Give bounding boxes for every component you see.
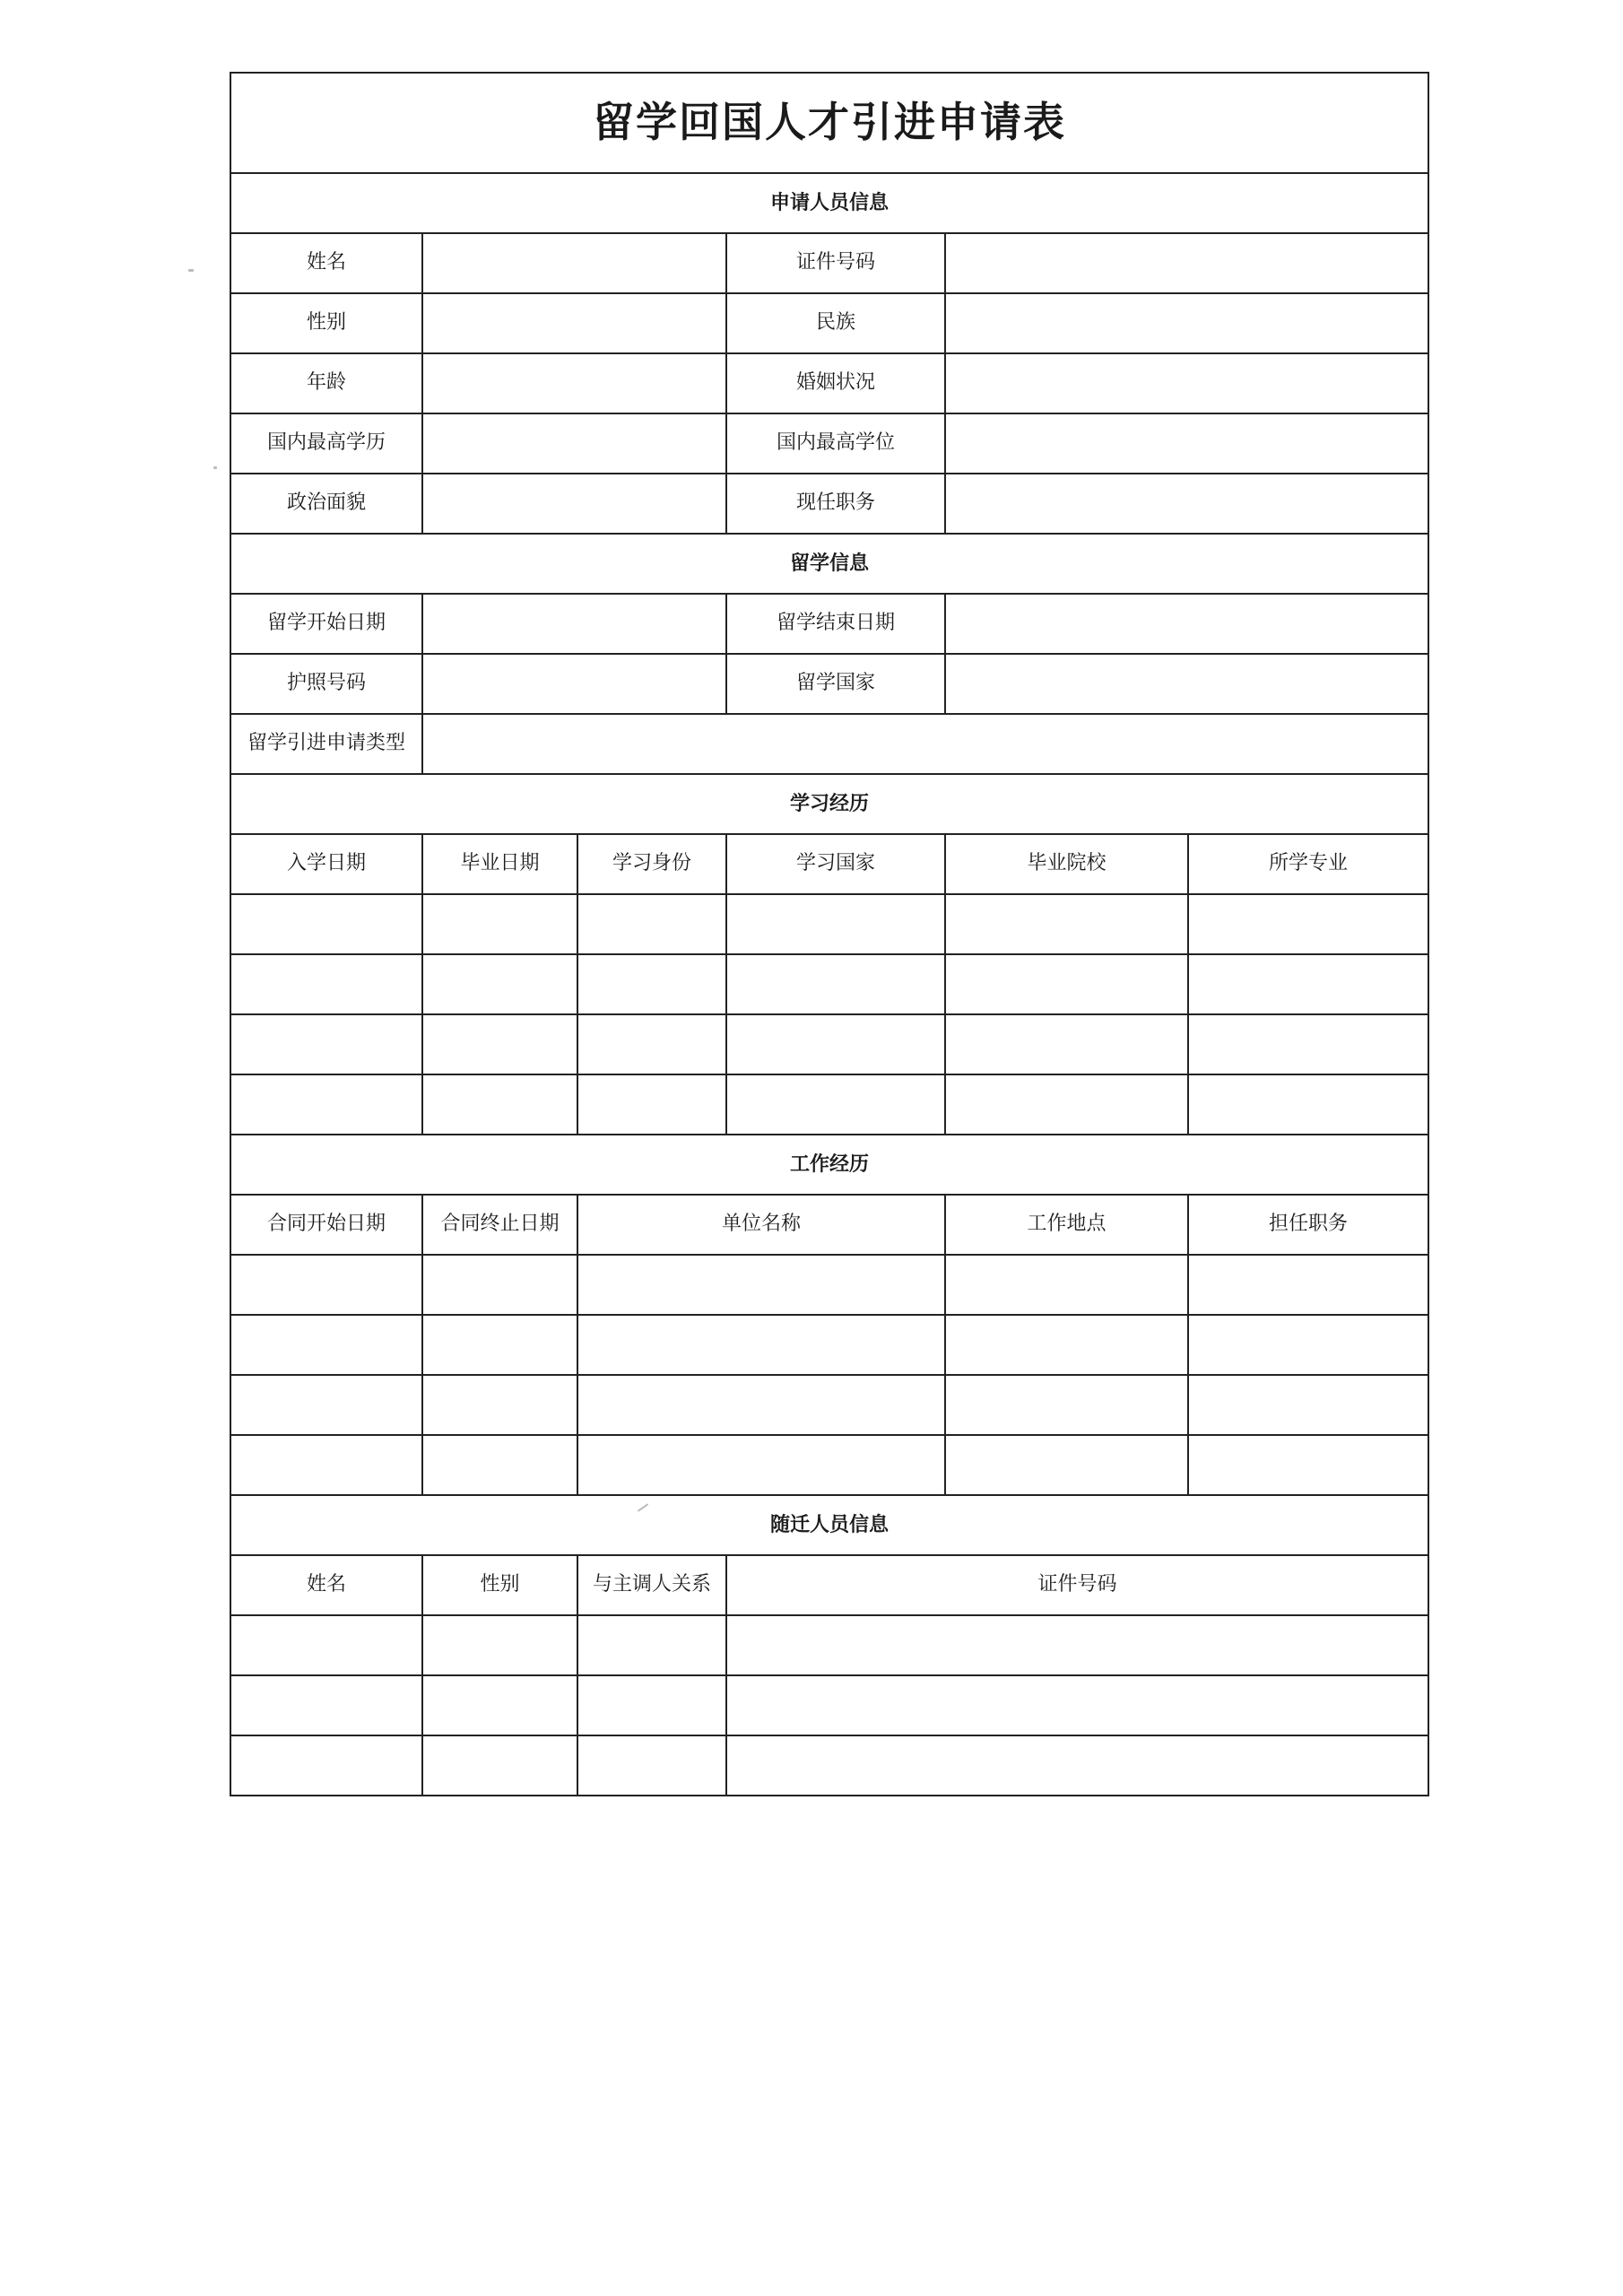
dependents-cell[interactable]: [422, 1675, 577, 1735]
dependents-col-gender: 性别: [422, 1555, 577, 1615]
dependents-cell[interactable]: [422, 1735, 577, 1796]
age-field[interactable]: [422, 353, 726, 413]
education-cell[interactable]: [1188, 1014, 1428, 1074]
domestic-degree-label: 国内最高学位: [726, 413, 945, 474]
work-col-location: 工作地点: [945, 1195, 1188, 1255]
education-row: [230, 1014, 1428, 1074]
study-end-date-field[interactable]: [945, 594, 1428, 654]
work-row: [230, 1255, 1428, 1315]
dependents-row: [230, 1675, 1428, 1735]
dependents-row: [230, 1615, 1428, 1675]
education-row: [230, 894, 1428, 954]
dependents-cell[interactable]: [577, 1675, 726, 1735]
education-cell[interactable]: [945, 954, 1188, 1014]
work-cell[interactable]: [577, 1435, 945, 1495]
id-number-label: 证件号码: [726, 233, 945, 293]
work-cell[interactable]: [230, 1315, 422, 1375]
study-start-date-field[interactable]: [422, 594, 726, 654]
dependents-cell[interactable]: [422, 1615, 577, 1675]
scan-speck: [188, 269, 194, 272]
work-header-row: [230, 1195, 1428, 1255]
study-country-field[interactable]: [945, 654, 1428, 714]
ethnicity-label: 民族: [726, 293, 945, 353]
work-cell[interactable]: [422, 1435, 577, 1495]
political-status-field[interactable]: [422, 474, 726, 534]
education-header-row: [230, 834, 1428, 894]
education-cell[interactable]: [422, 894, 577, 954]
section-study-abroad-header: 留学信息: [230, 534, 1428, 594]
work-cell[interactable]: [945, 1255, 1188, 1315]
form-title: 留学回国人才引进申请表: [230, 73, 1428, 173]
study-country-label: 留学国家: [726, 654, 945, 714]
dependents-cell[interactable]: [230, 1735, 422, 1796]
current-position-field[interactable]: [945, 474, 1428, 534]
scan-speck: [213, 466, 217, 469]
education-cell[interactable]: [726, 894, 945, 954]
work-col-contract-start: 合同开始日期: [230, 1195, 422, 1255]
dependents-cell[interactable]: [726, 1735, 1428, 1796]
education-cell[interactable]: [726, 1074, 945, 1135]
work-row: [230, 1435, 1428, 1495]
study-start-date-label: 留学开始日期: [230, 594, 422, 654]
age-label: 年龄: [230, 353, 422, 413]
work-cell[interactable]: [230, 1255, 422, 1315]
work-cell[interactable]: [945, 1375, 1188, 1435]
dependents-cell[interactable]: [230, 1675, 422, 1735]
education-cell[interactable]: [577, 954, 726, 1014]
work-col-position: 担任职务: [1188, 1195, 1428, 1255]
form-table: [230, 72, 1429, 1796]
education-cell[interactable]: [726, 1014, 945, 1074]
section-work-header: 工作经历: [230, 1135, 1428, 1195]
domestic-degree-field[interactable]: [945, 413, 1428, 474]
education-cell[interactable]: [577, 894, 726, 954]
education-col-major: 所学专业: [1188, 834, 1428, 894]
application-type-field[interactable]: [422, 714, 1428, 774]
education-cell[interactable]: [577, 1074, 726, 1135]
education-cell[interactable]: [422, 1014, 577, 1074]
education-cell[interactable]: [577, 1014, 726, 1074]
education-row: [230, 954, 1428, 1014]
work-col-contract-end: 合同终止日期: [422, 1195, 577, 1255]
work-col-employer: 单位名称: [577, 1195, 945, 1255]
section-education-header: 学习经历: [230, 774, 1428, 834]
work-row: [230, 1315, 1428, 1375]
work-cell[interactable]: [577, 1375, 945, 1435]
work-cell[interactable]: [577, 1255, 945, 1315]
application-form: [230, 72, 1428, 1796]
marital-status-label: 婚姻状况: [726, 353, 945, 413]
work-cell[interactable]: [422, 1315, 577, 1375]
dependents-col-relationship: 与主调人关系: [577, 1555, 726, 1615]
work-cell[interactable]: [577, 1315, 945, 1375]
dependents-col-name: 姓名: [230, 1555, 422, 1615]
work-cell[interactable]: [1188, 1375, 1428, 1435]
education-col-graduation-date: 毕业日期: [422, 834, 577, 894]
education-row: [230, 1074, 1428, 1135]
dependents-cell[interactable]: [577, 1615, 726, 1675]
dependents-col-id-number: 证件号码: [726, 1555, 1428, 1615]
work-cell[interactable]: [422, 1255, 577, 1315]
ethnicity-field[interactable]: [945, 293, 1428, 353]
current-position-label: 现任职务: [726, 474, 945, 534]
passport-number-label: 护照号码: [230, 654, 422, 714]
education-cell[interactable]: [422, 1074, 577, 1135]
education-cell[interactable]: [1188, 894, 1428, 954]
education-col-study-status: 学习身份: [577, 834, 726, 894]
dependents-cell[interactable]: [230, 1615, 422, 1675]
work-cell[interactable]: [1188, 1315, 1428, 1375]
work-cell[interactable]: [422, 1375, 577, 1435]
dependents-cell[interactable]: [577, 1735, 726, 1796]
education-col-study-country: 学习国家: [726, 834, 945, 894]
political-status-label: 政治面貌: [230, 474, 422, 534]
work-cell[interactable]: [945, 1435, 1188, 1495]
education-cell[interactable]: [1188, 1074, 1428, 1135]
education-cell[interactable]: [945, 894, 1188, 954]
education-cell[interactable]: [230, 954, 422, 1014]
education-col-school: 毕业院校: [945, 834, 1188, 894]
section-dependents-header: 随迁人员信息: [230, 1495, 1428, 1555]
id-number-field[interactable]: [945, 233, 1428, 293]
education-cell[interactable]: [230, 894, 422, 954]
education-col-enrollment-date: 入学日期: [230, 834, 422, 894]
education-cell[interactable]: [230, 1074, 422, 1135]
work-cell[interactable]: [945, 1315, 1188, 1375]
education-cell[interactable]: [726, 954, 945, 1014]
education-cell[interactable]: [945, 1074, 1188, 1135]
dependents-cell[interactable]: [726, 1675, 1428, 1735]
name-label: 姓名: [230, 233, 422, 293]
study-end-date-label: 留学结束日期: [726, 594, 945, 654]
education-cell[interactable]: [422, 954, 577, 1014]
marital-status-field[interactable]: [945, 353, 1428, 413]
dependents-cell[interactable]: [726, 1615, 1428, 1675]
gender-field[interactable]: [422, 293, 726, 353]
domestic-education-field[interactable]: [422, 413, 726, 474]
application-type-label: 留学引进申请类型: [230, 714, 422, 774]
name-field[interactable]: [422, 233, 726, 293]
section-applicant-header: 申请人员信息: [230, 173, 1428, 233]
passport-number-field[interactable]: [422, 654, 726, 714]
gender-label: 性别: [230, 293, 422, 353]
education-cell[interactable]: [230, 1014, 422, 1074]
work-cell[interactable]: [230, 1375, 422, 1435]
dependents-row: [230, 1735, 1428, 1796]
work-cell[interactable]: [1188, 1255, 1428, 1315]
education-cell[interactable]: [1188, 954, 1428, 1014]
work-cell[interactable]: [230, 1435, 422, 1495]
dependents-header-row: [230, 1555, 1428, 1615]
work-row: [230, 1375, 1428, 1435]
domestic-education-label: 国内最高学历: [230, 413, 422, 474]
work-cell[interactable]: [1188, 1435, 1428, 1495]
education-cell[interactable]: [945, 1014, 1188, 1074]
